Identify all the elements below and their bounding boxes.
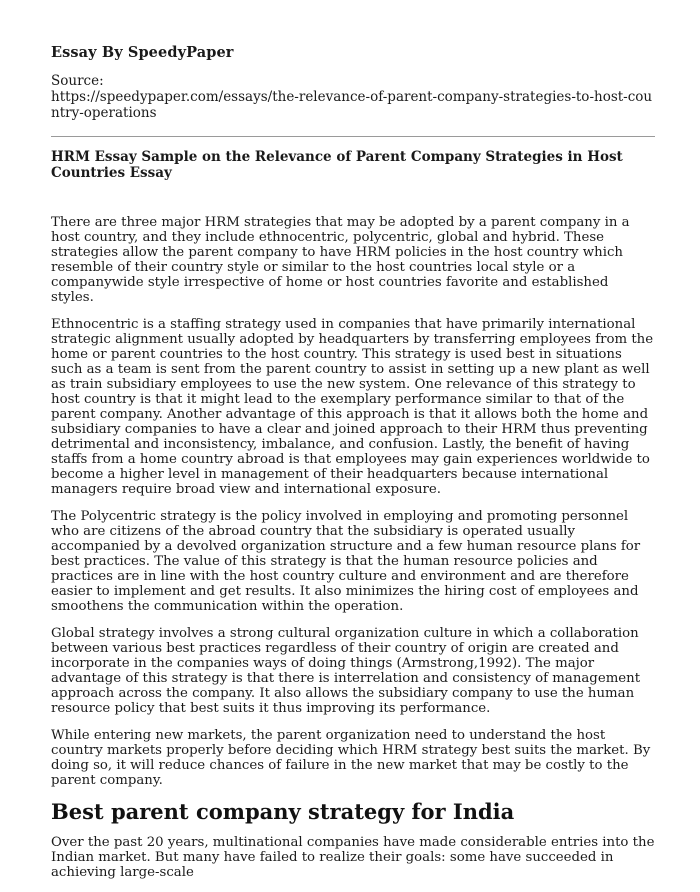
paragraph: The Polycentric strategy is the policy involved in employing and promoting personnel who are citizens of the abroad country that the subsidiary is operated usually accompanied by a devolved organization structure and a few human resource plans for best practices. The value of this strategy is that the human resource policies and practices are in line with the host country culture and environment and are therefore easier to implement and get results. It also minimizes the hiring cost of employees and smoothens the communication within the operation. [51,509,641,614]
paragraph: Ethnocentric is a staffing strategy used in companies that have primarily international strategic alignment usually adopted by headquarters by transferring employees from the home or parent countries to the host country. This strategy is used best in situations such as a team is sent from the parent country to assist in setting up a new plant as well as train subsidiary employees to use the new system. One relevance of this strategy to host country is that it might lead to the exemplary performance similar to that of the parent company. Another advantage of this approach is that it allows both the home and subsidiary companies to have a clear and joined approach to their HRM thus preventing detrimental and inconsistency, imbalance, and confusion. Lastly, the benefit of having staffs from a home country abroad is that employees may gain experiences worldwide to become a higher level in management of their headquarters because international managers require broad view and international exposure. [51,317,654,497]
paragraph: There are three major HRM strategies that may be adopted by a parent company in a host country, and they include ethnocentric, polycentric, global and hybrid. These strategies allow the parent company to have HRM policies in the host country which resemble of their country style or similar to the host countries local style or a companywide style irrespective of home or host countries favorite and established styles. [51,215,630,305]
essay-title: HRM Essay Sample on the Relevance of Parent Company Strategies in Host Countries Essay [51,149,623,181]
essay-body [51,215,655,892]
publisher-heading: Essay By SpeedyPaper [51,44,234,61]
paragraph: While entering new markets, the parent organization need to understand the host country markets properly before deciding which HRM strategy best suits the market. By doing so, it will reduce chances of failure in the new market that may be costly to the parent company. [51,728,651,788]
source-url-link[interactable]: https://speedypaper.com/essays/the-relevance-of-parent-company-strategies-to-host-country-operations [51,89,653,121]
paragraph: Over the past 20 years, multinational companies have made considerable entries into the Indian market. But many have failed to realize their goals: some have succeeded in achieving large-scale [51,835,655,880]
source-label: Source: [51,73,104,89]
source-block [51,73,656,121]
section-heading: Best parent company strategy for India [51,799,515,824]
header-divider [51,136,655,137]
paragraph: Global strategy involves a strong cultural organization culture in which a collaboration between various best practices regardless of their country of origin are created and incorporate in the companies ways of doing things (Armstrong,1992). The major advantage of this strategy is that there is interrelation and consistency of management approach across the company. It also allows the subsidiary company to use the human resource policy that best suits it thus improving its performance. [51,626,641,716]
